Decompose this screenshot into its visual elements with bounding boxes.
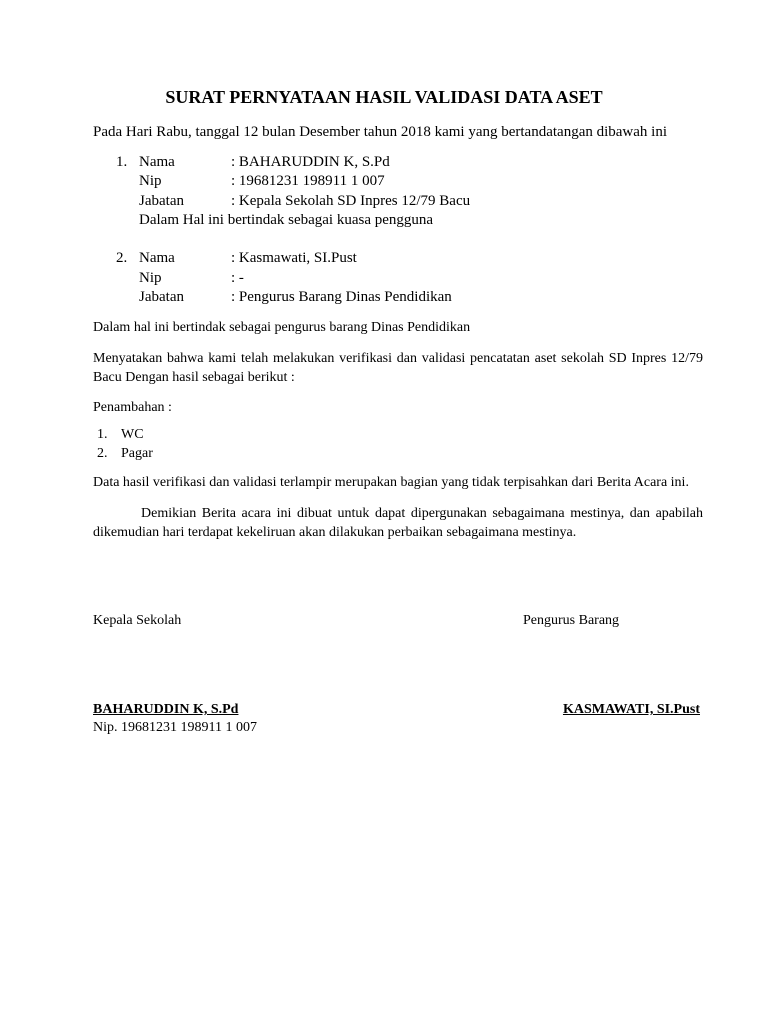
sign-right-name: KASMAWATI, SI.Pust: [562, 702, 700, 717]
addition-item: Pagar: [121, 446, 153, 461]
person2-name-label: Nama: [139, 250, 175, 266]
attachment-note: Data hasil verifikasi dan validasi terlampir merupakan bagian yang tidak terpisahkan dari Berita Acara ini.: [93, 475, 689, 490]
person1-note: Dalam Hal ini bertindak sebagai kuasa pengguna: [139, 212, 434, 228]
intro-paragraph: Pada Hari Rabu, tanggal 12 bulan Desember tahun 2018 kami yang bertandatangan dibawah ini: [93, 124, 667, 140]
sign-left-name: BAHARUDDIN K, S.Pd: [93, 702, 239, 717]
additions-label: Penambahan :: [93, 400, 172, 415]
sign-left-role: Kepala Sekolah: [93, 613, 182, 628]
person2-name-value: : Kasmawati, SI.Pust: [231, 250, 357, 266]
person2-nip-label: Nip: [139, 270, 162, 286]
person1-jabatan-value: : Kepala Sekolah SD Inpres 12/79 Bacu: [231, 193, 471, 209]
closing-line-1: Demikian Berita acara ini dibuat untuk dapat dipergunakan sebagaimana mestinya, dan apabilah: [141, 506, 703, 521]
document-title: SURAT PERNYATAAN HASIL VALIDASI DATA ASET: [165, 87, 603, 107]
addition-item: WC: [121, 427, 144, 442]
person2-nip-value: : -: [231, 270, 244, 286]
person1-nip-value: : 19681231 198911 1 007: [231, 173, 385, 189]
closing-line-2: dikemudian hari terdapat kekeliruan akan dilakukan perbaikan sebagaimana mestinya.: [93, 525, 577, 540]
person1-number: 1.: [116, 154, 128, 170]
person2-jabatan-label: Jabatan: [139, 289, 184, 305]
sign-left-nip: Nip. 19681231 198911 1 007: [93, 720, 257, 735]
person2-role-note: Dalam hal ini bertindak sebagai pengurus barang Dinas Pendidikan: [93, 320, 471, 335]
addition-number: 1.: [97, 427, 108, 442]
person1-nip-label: Nip: [139, 173, 162, 189]
person1-name-value: : BAHARUDDIN K, S.Pd: [231, 154, 390, 170]
person1-jabatan-label: Jabatan: [139, 193, 184, 209]
statement-line-1: Menyatakan bahwa kami telah melakukan verifikasi dan validasi pencatatan aset sekolah SD Inpres 12/79: [93, 351, 703, 366]
sign-right-role: Pengurus Barang: [523, 613, 620, 628]
person2-number: 2.: [116, 250, 128, 266]
addition-number: 2.: [97, 446, 108, 461]
person1-name-label: Nama: [139, 154, 175, 170]
statement-line-2: Bacu Dengan hasil sebagai berikut :: [93, 370, 295, 385]
person2-jabatan-value: : Pengurus Barang Dinas Pendidikan: [231, 289, 452, 305]
